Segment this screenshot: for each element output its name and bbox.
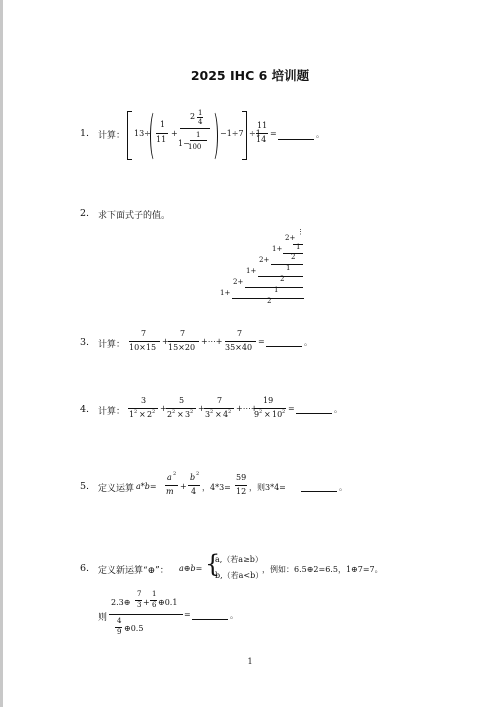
brace: { [205,550,221,578]
answer-blank [278,139,314,140]
problem-number: 5. [80,481,90,492]
problem-prompt: 定义新运算“⊕”： [98,566,169,576]
left-bracket [127,111,132,160]
problem-number: 3. [80,337,90,348]
problem-prompt: 定义运算 [98,484,135,494]
page-edge [0,0,3,707]
right-bracket [242,111,247,160]
worksheet-page: 2025 IHC 6 培训题 1. 计算： 13÷ 1 11 + 2 1 4 1− 1 100 −1÷7 ÷1 11 14 = 。 2. 求下面式子的值。 2+ ⋮ 1 1+ 2 2+ 1 1+ 2 2+ 1 1+ 2 3. 计算： 7 10×15 + 7 15×20 +⋯+ 7 35×40 = 。 4. 计算： 3 1 2 × 2 2 + 5 2 2 × 3 2 + 7 3 2 × 4 2 +⋯+ 19 9 2 × 10 2 = 。 5. 定义运算 a*b= a 2 m + b 2 4 ，4*3= 59 12 ，则3*4= 。 6. 定义新运算“⊕”： a⊕b= { a,（若a≥b） b,（若a<b） ，例如：6.5⊕2=6.5，1⊕7=7。 则 2.3⊕ 7 3 + 1 6 ⊕0.1 4 9 ⊕0.5 = 。 1 [0,0,500,707]
problem-prompt: 求下面式子的值。 [98,211,171,221]
problem-number: 1. [80,128,90,139]
problem-number: 6. [80,563,90,574]
problem-prompt: 计算： [98,407,126,417]
main-fraction-bar [109,614,183,615]
answer-blank [296,413,332,414]
problem-number: 4. [80,404,90,415]
problem-number: 2. [80,208,90,219]
problem-prompt: 计算： [98,340,126,350]
answer-blank [266,346,302,347]
answer-blank [301,491,337,492]
answer-blank [192,619,228,620]
page-title: 2025 IHC 6 培训题 [190,68,310,83]
page-number: 1 [247,657,253,666]
problem-prompt: 计算： [98,131,126,141]
right-paren [208,110,218,162]
